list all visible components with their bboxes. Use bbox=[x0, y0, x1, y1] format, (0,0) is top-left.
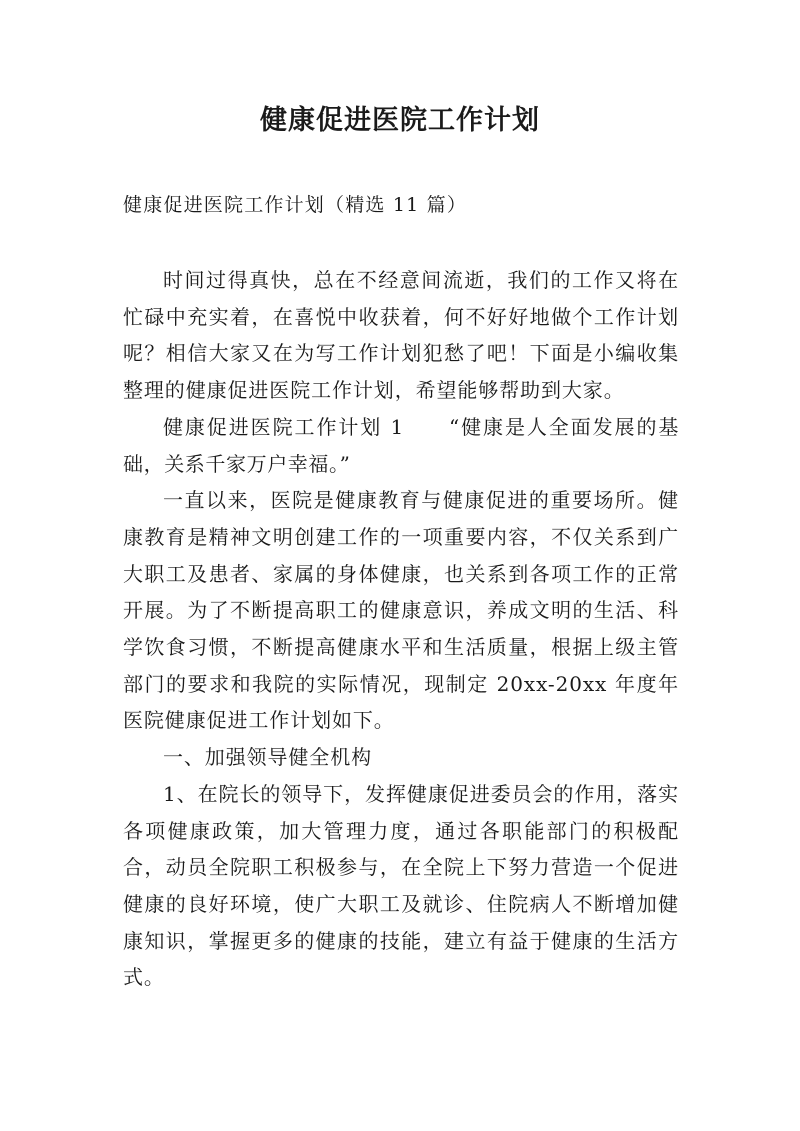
intro-paragraph: 时间过得真快，总在不经意间流逝，我们的工作又将在忙碌中充实着，在喜悦中收获着，何不好好地做个工作计划呢？相信大家又在为写工作计划犯愁了吧！下面是小编收集整理的健康促进医院工作计划，希望能够帮助到大家。 bbox=[123, 268, 679, 403]
item-1-paragraph: 1、在院长的领导下，发挥健康促进委员会的作用，落实各项健康政策，加大管理力度，通过各职能部门的积极配合，动员全院职工积极参与，在全院上下努力营造一个促进健康的良好环境，使广大职工及就诊、住院病人不断增加健康知识，掌握更多的健康的技能，建立有益于健康的生活方式。 bbox=[123, 781, 679, 990]
document-title: 健康促进医院工作计划 bbox=[260, 105, 540, 136]
document-subtitle: 健康促进医院工作计划（精选 11 篇） bbox=[123, 194, 468, 216]
background-paragraph: 一直以来，医院是健康教育与健康促进的重要场所。健康教育是精神文明创建工作的一项重要内容，不仅关系到广大职工及患者、家属的身体健康，也关系到各项工作的正常开展。为了不断提高职工的健康意识，养成文明的生活、科学饮食习惯，不断提高健康水平和生活质量，根据上级主管部门的要求和我院的实际情况，现制定 20xx-20xx 年度年医院健康促进工作计划如下。 bbox=[123, 488, 679, 733]
plan-1-heading-paragraph: 健康促进医院工作计划 1 “健康是人全面发展的基础，关系千家万户幸福。” bbox=[123, 414, 679, 476]
document-body bbox=[123, 262, 679, 996]
section-heading: 一、加强领导健全机构 bbox=[163, 745, 372, 770]
